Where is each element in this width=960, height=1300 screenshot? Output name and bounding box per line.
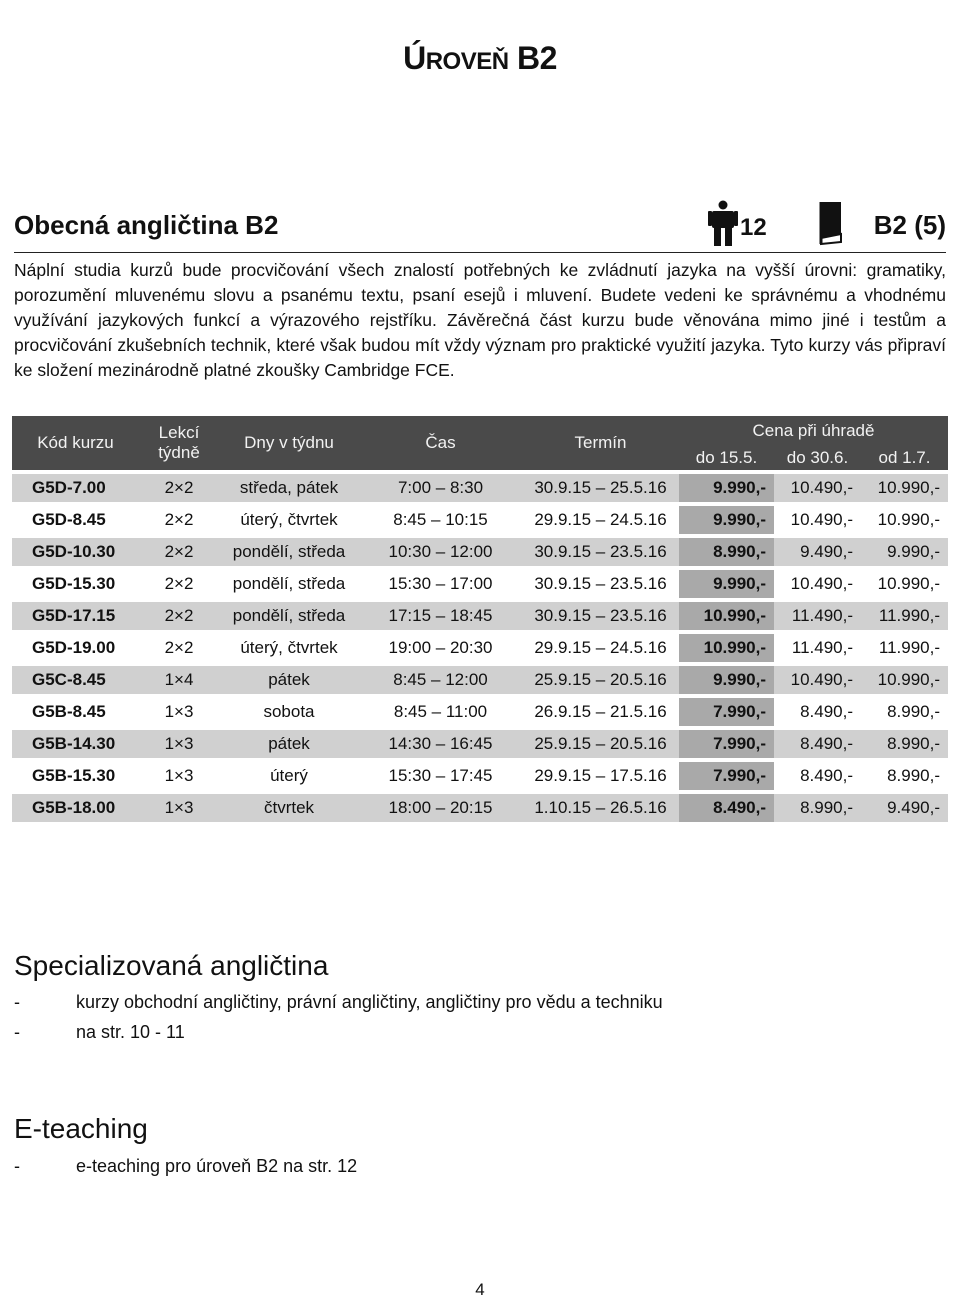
table-row bbox=[12, 630, 948, 662]
cell-price-mid: 11.490,- bbox=[774, 630, 861, 662]
cell-code: G5B-18.00 bbox=[12, 790, 139, 822]
list-item bbox=[14, 987, 663, 1017]
header-days: Dny v týdnu bbox=[219, 416, 359, 470]
eteaching-list bbox=[14, 1151, 357, 1181]
book-icon bbox=[813, 200, 847, 246]
cell-price-early: 9.990,- bbox=[679, 566, 774, 598]
cell-days: čtvrtek bbox=[219, 790, 359, 822]
specialized-list bbox=[14, 987, 663, 1047]
cell-term: 29.9.15 – 17.5.16 bbox=[522, 758, 679, 790]
table-row bbox=[12, 790, 948, 822]
cell-term: 26.9.15 – 21.5.16 bbox=[522, 694, 679, 726]
cell-price-early: 10.990,- bbox=[679, 598, 774, 630]
cell-code: G5B-15.30 bbox=[12, 758, 139, 790]
cell-price-mid: 10.490,- bbox=[774, 566, 861, 598]
cell-term: 29.9.15 – 24.5.16 bbox=[522, 630, 679, 662]
cell-days: úterý, čtvrtek bbox=[219, 502, 359, 534]
cell-price-late: 10.990,- bbox=[861, 470, 948, 502]
cell-days: úterý bbox=[219, 758, 359, 790]
list-item-text: na str. 10 - 11 bbox=[76, 1022, 185, 1042]
cell-days: pondělí, středa bbox=[219, 534, 359, 566]
cell-price-mid: 11.490,- bbox=[774, 598, 861, 630]
table-row bbox=[12, 502, 948, 534]
cell-price-early: 7.990,- bbox=[679, 694, 774, 726]
table-row bbox=[12, 566, 948, 598]
page-title-level: B2 bbox=[508, 40, 557, 76]
cell-days: pondělí, středa bbox=[219, 566, 359, 598]
cell-price-mid: 8.490,- bbox=[774, 694, 861, 726]
cell-term: 30.9.15 – 23.5.16 bbox=[522, 598, 679, 630]
table-row bbox=[12, 758, 948, 790]
table-row bbox=[12, 470, 948, 502]
list-item bbox=[14, 1151, 357, 1181]
cell-price-late: 10.990,- bbox=[861, 502, 948, 534]
table-row bbox=[12, 598, 948, 630]
cell-price-early: 8.490,- bbox=[679, 790, 774, 822]
cell-code: G5B-8.45 bbox=[12, 694, 139, 726]
header-price-mid: do 30.6. bbox=[774, 446, 861, 470]
header-time: Čas bbox=[359, 416, 522, 470]
cell-time: 18:00 – 20:15 bbox=[359, 790, 522, 822]
cell-code: G5D-17.15 bbox=[12, 598, 139, 630]
cell-time: 14:30 – 16:45 bbox=[359, 726, 522, 758]
cell-price-mid: 8.490,- bbox=[774, 758, 861, 790]
cell-price-late: 11.990,- bbox=[861, 598, 948, 630]
cell-term: 30.9.15 – 25.5.16 bbox=[522, 470, 679, 502]
cell-price-late: 8.990,- bbox=[861, 694, 948, 726]
cell-term: 25.9.15 – 20.5.16 bbox=[522, 662, 679, 694]
cell-price-early: 7.990,- bbox=[679, 726, 774, 758]
cell-time: 15:30 – 17:00 bbox=[359, 566, 522, 598]
cell-days: pondělí, středa bbox=[219, 598, 359, 630]
cell-price-late: 10.990,- bbox=[861, 662, 948, 694]
cell-time: 10:30 – 12:00 bbox=[359, 534, 522, 566]
course-name: Obecná angličtina B2 bbox=[14, 210, 279, 240]
list-item bbox=[14, 1017, 663, 1047]
cell-term: 1.10.15 – 26.5.16 bbox=[522, 790, 679, 822]
cell-time: 15:30 – 17:45 bbox=[359, 758, 522, 790]
list-item-text: kurzy obchodní angličtiny, právní angličtiny, angličtiny pro vědu a techniku bbox=[76, 992, 663, 1012]
cell-code: G5D-8.45 bbox=[12, 502, 139, 534]
cell-lessons: 2×2 bbox=[139, 470, 219, 502]
header-term: Termín bbox=[522, 416, 679, 470]
cell-lessons: 2×2 bbox=[139, 502, 219, 534]
page-title-initial: Ú bbox=[403, 40, 426, 76]
cell-price-late: 8.990,- bbox=[861, 726, 948, 758]
cell-time: 17:15 – 18:45 bbox=[359, 598, 522, 630]
cell-time: 8:45 – 11:00 bbox=[359, 694, 522, 726]
table-row bbox=[12, 694, 948, 726]
cell-price-early: 9.990,- bbox=[679, 470, 774, 502]
cell-term: 29.9.15 – 24.5.16 bbox=[522, 502, 679, 534]
cell-time: 19:00 – 20:30 bbox=[359, 630, 522, 662]
header-lessons: Lekcí týdně bbox=[139, 416, 219, 470]
cell-price-early: 7.990,- bbox=[679, 758, 774, 790]
cell-price-early: 8.990,- bbox=[679, 534, 774, 566]
cell-lessons: 1×3 bbox=[139, 758, 219, 790]
table-row bbox=[12, 662, 948, 694]
cell-price-mid: 10.490,- bbox=[774, 470, 861, 502]
cell-lessons: 1×4 bbox=[139, 662, 219, 694]
cell-days: pátek bbox=[219, 662, 359, 694]
header-price-late: od 1.7. bbox=[861, 446, 948, 470]
cell-code: G5D-7.00 bbox=[12, 470, 139, 502]
cell-price-late: 9.990,- bbox=[861, 534, 948, 566]
cell-code: G5D-10.30 bbox=[12, 534, 139, 566]
course-schedule-table bbox=[12, 416, 948, 822]
cell-lessons: 2×2 bbox=[139, 566, 219, 598]
cell-price-late: 8.990,- bbox=[861, 758, 948, 790]
person-icon bbox=[708, 200, 738, 246]
header-price-early: do 15.5. bbox=[679, 446, 774, 470]
cell-price-mid: 10.490,- bbox=[774, 502, 861, 534]
page-number: 4 bbox=[475, 1280, 485, 1299]
cell-term: 25.9.15 – 20.5.16 bbox=[522, 726, 679, 758]
eteaching-title: E-teaching bbox=[14, 1113, 148, 1144]
cell-term: 30.9.15 – 23.5.16 bbox=[522, 534, 679, 566]
cell-lessons: 2×2 bbox=[139, 598, 219, 630]
cell-days: středa, pátek bbox=[219, 470, 359, 502]
cell-price-early: 10.990,- bbox=[679, 630, 774, 662]
header-price: Cena při úhradě bbox=[679, 416, 948, 446]
cell-price-early: 9.990,- bbox=[679, 662, 774, 694]
cell-code: G5D-15.30 bbox=[12, 566, 139, 598]
cell-days: sobota bbox=[219, 694, 359, 726]
cell-code: G5D-19.00 bbox=[12, 630, 139, 662]
cell-term: 30.9.15 – 23.5.16 bbox=[522, 566, 679, 598]
list-item-text: e-teaching pro úroveň B2 na str. 12 bbox=[76, 1156, 358, 1176]
bullet-dash: - bbox=[14, 1156, 20, 1176]
cell-price-mid: 8.490,- bbox=[774, 726, 861, 758]
table-row bbox=[12, 534, 948, 566]
cell-price-early: 9.990,- bbox=[679, 502, 774, 534]
cell-time: 8:45 – 10:15 bbox=[359, 502, 522, 534]
cell-lessons: 1×3 bbox=[139, 726, 219, 758]
cell-lessons: 2×2 bbox=[139, 534, 219, 566]
cell-code: G5B-14.30 bbox=[12, 726, 139, 758]
course-level: B2 (5) bbox=[873, 210, 946, 240]
page-title bbox=[0, 40, 960, 77]
cell-price-mid: 9.490,- bbox=[774, 534, 861, 566]
course-header bbox=[14, 200, 946, 253]
cell-price-mid: 10.490,- bbox=[774, 662, 861, 694]
cell-code: G5C-8.45 bbox=[12, 662, 139, 694]
cell-price-late: 9.490,- bbox=[861, 790, 948, 822]
bullet-dash: - bbox=[14, 992, 20, 1012]
cell-price-late: 10.990,- bbox=[861, 566, 948, 598]
cell-time: 7:00 – 8:30 bbox=[359, 470, 522, 502]
bullet-dash: - bbox=[14, 1022, 20, 1042]
specialized-title: Specializovaná angličtina bbox=[14, 950, 329, 981]
cell-days: pátek bbox=[219, 726, 359, 758]
cell-days: úterý, čtvrtek bbox=[219, 630, 359, 662]
lessons-per-week: 12 bbox=[740, 214, 767, 241]
page-title-rest: ROVEŇ bbox=[425, 48, 509, 75]
cell-time: 8:45 – 12:00 bbox=[359, 662, 522, 694]
cell-price-late: 11.990,- bbox=[861, 630, 948, 662]
course-description: Náplní studia kurzů bude procvičování všech znalostí potřebných ke zvládnutí jazyka na vyšší úrovni: gramatiky, porozumění mluvenému slovu a psanému textu, psaní esejů i mluvení. Budete vedeni ke správnému a vhodnému využívání jazykových funkcí a výrazového rejstříku. Závěrečná část kurzu bude věnována mimo jiné i testům a procvičování zkušebních technik, které však budou mít vždy význam pro praktické využití jazyka. Tyto kurzy vás připraví ke složení mezinárodně platné zkoušky Cambridge FCE. bbox=[14, 260, 946, 380]
header-code: Kód kurzu bbox=[12, 416, 139, 470]
course-icons bbox=[708, 200, 847, 246]
cell-lessons: 1×3 bbox=[139, 790, 219, 822]
table-row bbox=[12, 726, 948, 758]
cell-price-mid: 8.990,- bbox=[774, 790, 861, 822]
cell-lessons: 2×2 bbox=[139, 630, 219, 662]
cell-lessons: 1×3 bbox=[139, 694, 219, 726]
